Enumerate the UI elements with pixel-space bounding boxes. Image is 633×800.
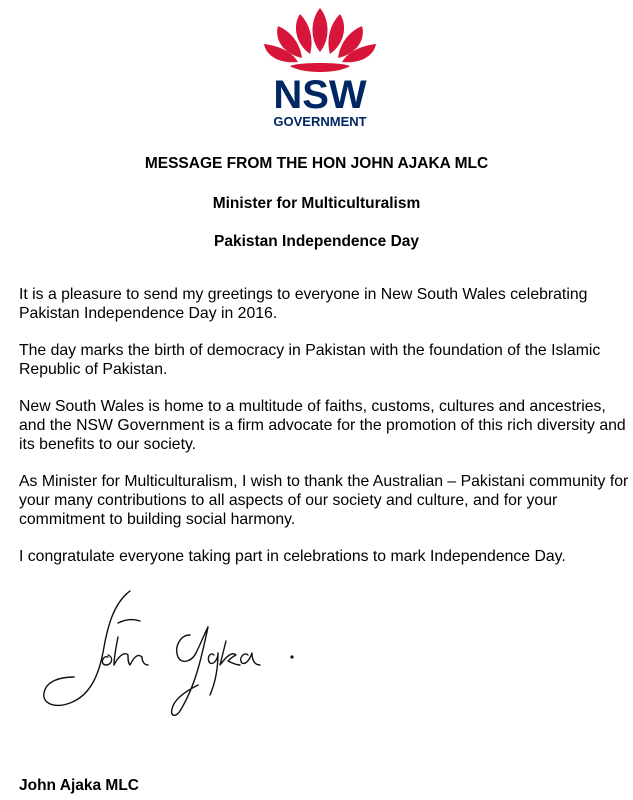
- paragraph: It is a pleasure to send my greetings to everyone in New South Wales celebrating Pakistan Independence Day in 2016.: [19, 286, 588, 322]
- logo-name: NSW: [273, 73, 367, 117]
- nsw-government-logo: [250, 0, 390, 135]
- signature-icon: [30, 585, 310, 730]
- paragraph: New South Wales is home to a multitude of faiths, customs, cultures and ancestries, and the NSW Government is a firm advocate for the promotion of this rich diversity and its benefits to our society.: [19, 398, 626, 453]
- logo-subname: GOVERNMENT: [273, 114, 367, 129]
- handwritten-signature: [30, 585, 310, 730]
- paragraph: As Minister for Multiculturalism, I wish to thank the Australian – Pakistani community for your many contributions to all aspects of our society and culture, and for your commitment to building social harmony.: [19, 473, 629, 528]
- waratah-logo-icon: [250, 0, 390, 135]
- paragraph: I congratulate everyone taking part in celebrations to mark Independence Day.: [19, 548, 566, 565]
- message-body: [19, 285, 629, 584]
- message-title: MESSAGE FROM THE HON JOHN AJAKA MLC: [144, 155, 489, 172]
- paragraph: The day marks the birth of democracy in Pakistan with the foundation of the Islamic Republic of Pakistan.: [19, 342, 601, 378]
- signatory-name: John Ajaka MLC: [19, 777, 139, 794]
- occasion-heading: Pakistan Independence Day: [213, 233, 420, 250]
- minister-role: Minister for Multiculturalism: [212, 195, 421, 212]
